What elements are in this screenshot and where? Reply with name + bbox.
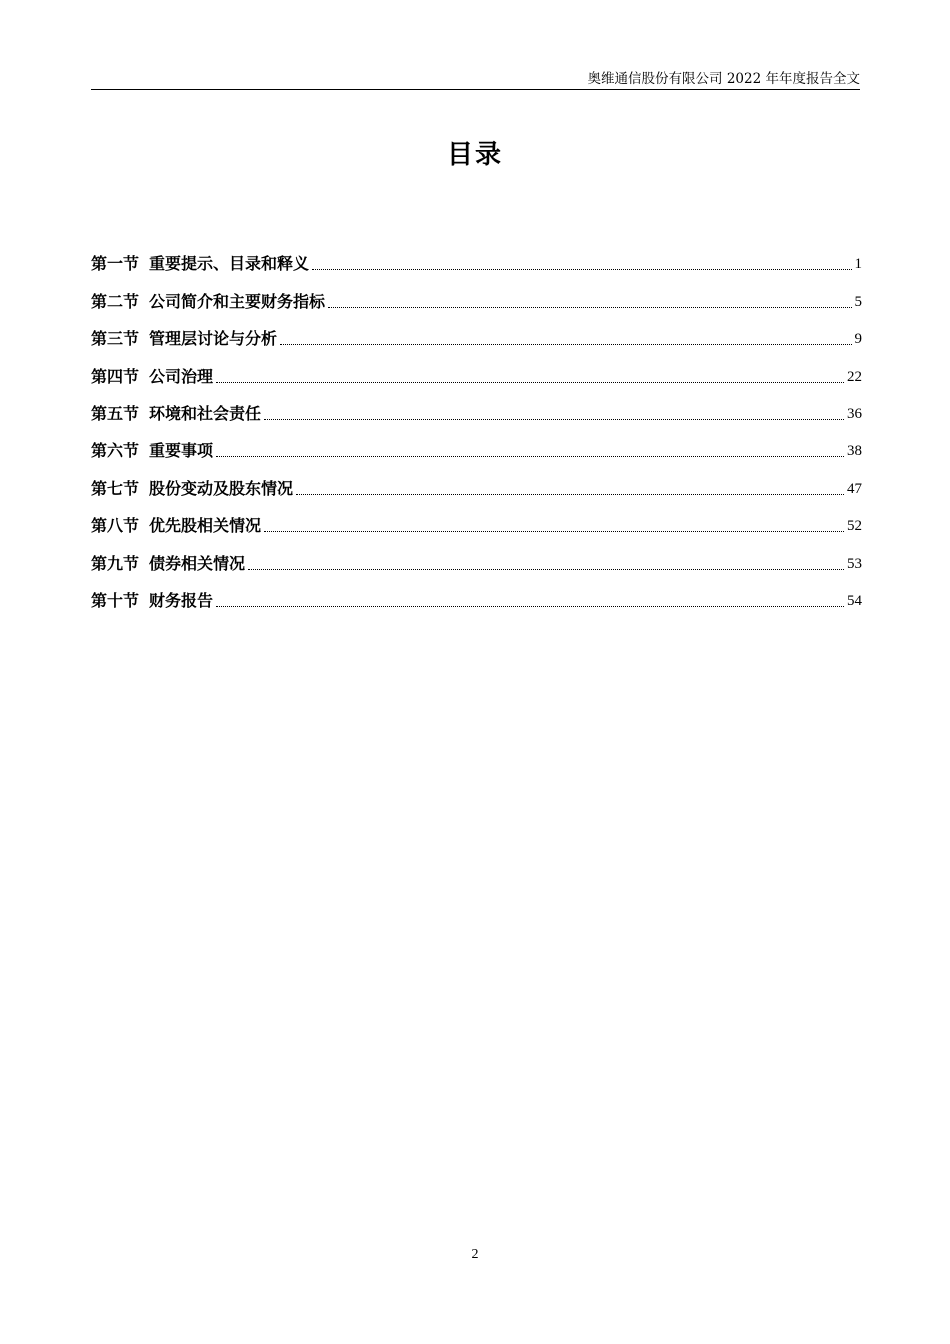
toc-section-number: 第五节 <box>91 403 140 423</box>
toc-section-title: 股份变动及股东情况 <box>149 478 294 498</box>
toc-entry-label <box>91 554 245 574</box>
toc-section-number: 第四节 <box>91 366 140 386</box>
toc-entry-label <box>91 479 293 499</box>
toc-section-title: 公司治理 <box>149 366 214 386</box>
toc-dot-leader <box>264 531 844 532</box>
toc-section-title: 重要事项 <box>149 441 214 461</box>
toc-section-number: 第七节 <box>91 478 140 498</box>
toc-dot-leader <box>312 269 851 270</box>
toc-section-number: 第二节 <box>91 291 140 311</box>
toc-page-number: 38 <box>847 443 862 460</box>
toc-entry-2[interactable] <box>91 274 862 311</box>
toc-section-title: 重要提示、目录和释义 <box>149 254 310 274</box>
toc-section-title: 财务报告 <box>149 590 214 610</box>
toc-section-number: 第一节 <box>91 254 140 274</box>
toc-page-number: 22 <box>847 368 862 385</box>
toc-entry-4[interactable] <box>91 349 862 386</box>
toc-page-number: 53 <box>847 555 862 572</box>
toc-entry-9[interactable] <box>91 536 862 573</box>
toc-entry-3[interactable] <box>91 312 862 349</box>
toc-section-number: 第八节 <box>91 516 140 536</box>
toc-page-number: 54 <box>847 592 862 609</box>
toc-entry-label <box>91 329 277 349</box>
toc-entry-label <box>91 404 261 424</box>
toc-entry-6[interactable] <box>91 424 862 461</box>
toc-section-title: 公司简介和主要财务指标 <box>149 291 326 311</box>
table-of-contents <box>91 237 862 611</box>
toc-dot-leader <box>248 569 844 570</box>
toc-section-title: 优先股相关情况 <box>149 516 262 536</box>
toc-section-title: 债券相关情况 <box>149 553 246 573</box>
toc-entry-label <box>91 254 309 274</box>
toc-entry-label <box>91 516 261 536</box>
toc-entry-label <box>91 367 213 387</box>
toc-title: 目录 <box>446 140 503 170</box>
toc-page-number: 9 <box>854 331 862 348</box>
toc-dot-leader <box>280 344 851 345</box>
toc-entry-8[interactable] <box>91 499 862 536</box>
toc-page-number: 5 <box>854 293 862 310</box>
toc-page-number: 52 <box>847 518 862 535</box>
toc-entry-label <box>91 591 213 611</box>
toc-section-number: 第十节 <box>91 590 140 610</box>
toc-entry-7[interactable] <box>91 461 862 498</box>
toc-dot-leader <box>216 456 844 457</box>
toc-dot-leader <box>216 382 844 383</box>
toc-section-title: 管理层讨论与分析 <box>149 329 278 349</box>
toc-page-number: 1 <box>854 256 862 273</box>
toc-entry-label <box>91 292 325 312</box>
toc-section-number: 第六节 <box>91 441 140 461</box>
toc-dot-leader <box>216 606 844 607</box>
toc-dot-leader <box>264 419 844 420</box>
toc-section-title: 环境和社会责任 <box>149 403 262 423</box>
toc-entry-label <box>91 441 213 461</box>
toc-section-number: 第三节 <box>91 329 140 349</box>
toc-dot-leader <box>296 494 844 495</box>
toc-page-number: 47 <box>847 480 862 497</box>
header-title: 奥维通信股份有限公司 2022 年年度报告全文 <box>587 71 860 87</box>
toc-dot-leader <box>328 307 851 308</box>
toc-entry-10[interactable] <box>91 574 862 611</box>
toc-page-number: 36 <box>847 405 862 422</box>
toc-entry-1[interactable] <box>91 237 862 274</box>
toc-section-number: 第九节 <box>91 553 140 573</box>
page-header <box>91 66 860 90</box>
page-footer-number: 2 <box>471 1247 479 1262</box>
toc-entry-5[interactable] <box>91 387 862 424</box>
